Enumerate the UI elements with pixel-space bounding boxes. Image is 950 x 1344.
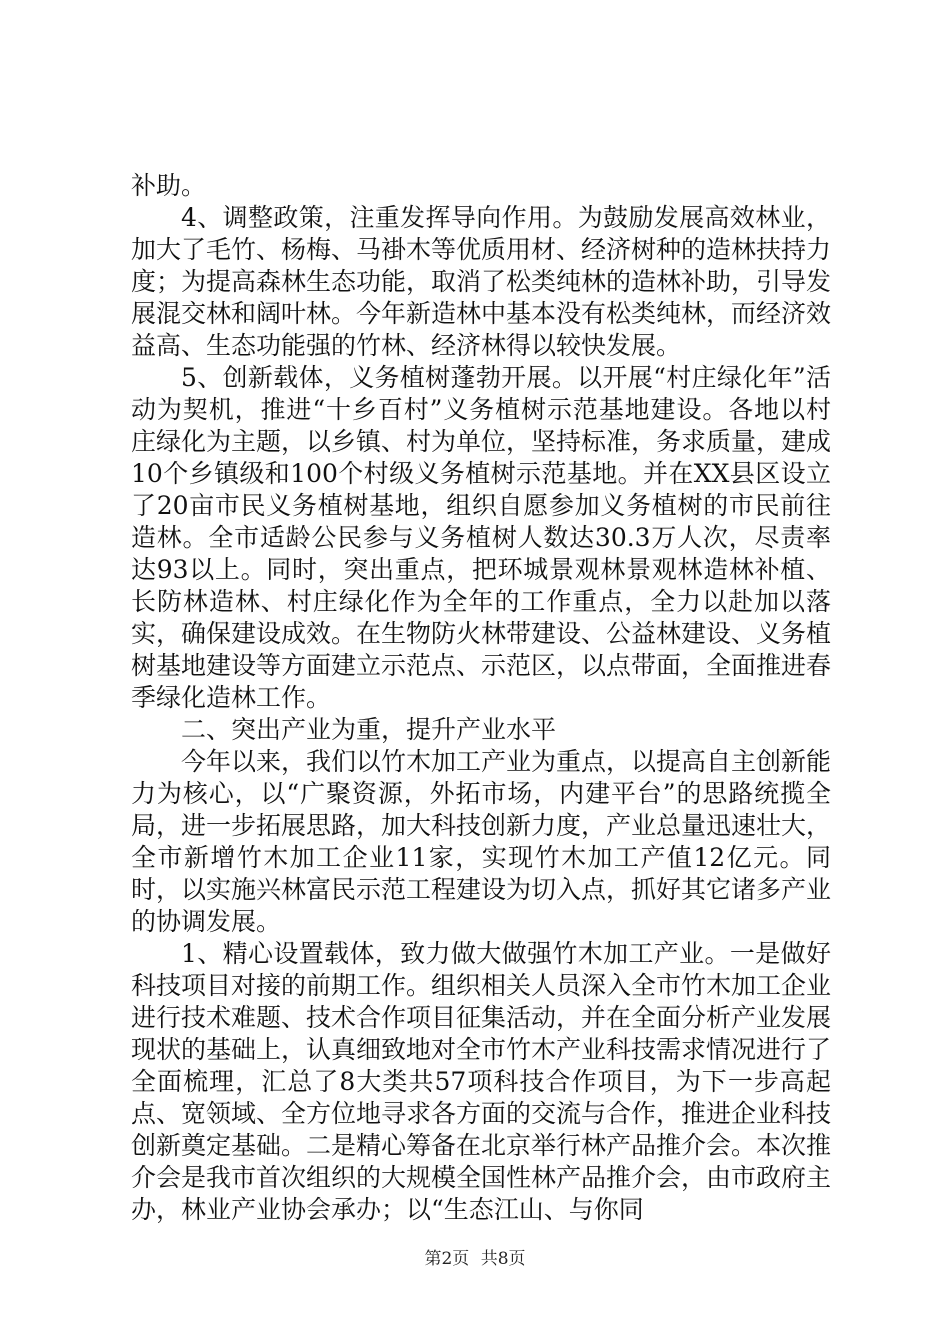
page-total: 共8页	[480, 1249, 526, 1269]
paragraph-5: 今年以来，我们以竹木加工产业为重点，以提高自主创新能力为核心，以“广聚资源，外拓市场，内建平台”的思路统揽全局，进一步拓展思路，加大科技创新力度，产业总量迅速壮大，全市新增竹木加工企业11家，实现竹木加工产值12亿元。同时，以实施兴林富民示范工程建设为切入点，抓好其它诸多产业的协调发展。	[131, 747, 832, 936]
section-heading: 二、突出产业为重，提升产业水平	[181, 715, 557, 744]
paragraph-3: 5、创新载体，义务植树蓬勃开展。以开展“村庄绿化年”活动为契机，推进“十乡百村”义务植树示范基地建设。各地以村庄绿化为主题，以乡镇、村为单位，坚持标准，务求质量，建成10个乡镇级和100个村级义务植树示范基地。并在XX县区设立了20亩市民义务植树基地，组织自愿参加义务植树的市民前往造林。全市适龄公民参与义务植树人数达30.3万人次，尽责率达93以上。同时，突出重点，把环城景观林景观林造林补植、长防林造林、村庄绿化作为全年的工作重点，全力以赴加以落实，确保建设成效。在生物防火林带建设、公益林建设、义务植树基地建设等方面建立示范点、示范区，以点带面，全面推进春季绿化造林工作。	[131, 363, 832, 712]
paragraph-1: 补助。	[131, 171, 207, 200]
page-number: 第2页	[424, 1249, 470, 1269]
paragraph-6: 1、精心设置载体，致力做大做强竹木加工产业。一是做好科技项目对接的前期工作。组织相关人员深入全市竹木加工企业进行技术难题、技术合作项目征集活动，并在全面分析产业发展现状的基础上，认真细致地对全市竹木产业科技需求情况进行了全面梳理，汇总了8大类共57项科技合作项目，为下一步高起点、宽领域、全方位地寻求各方面的交流与合作，推进企业科技创新奠定基础。二是精心筹备在北京举行林产品推介会。本次推介会是我市首次组织的大规模全国性林产品推介会，由市政府主办，林业产业协会承办；以“生态江山、与你同	[131, 939, 832, 1224]
page-footer	[0, 1244, 950, 1269]
paragraph-2: 4、调整政策，注重发挥导向作用。为鼓励发展高效林业，加大了毛竹、杨梅、马褂木等优质用材、经济树种的造林扶持力度；为提高森林生态功能，取消了松类纯林的造林补助，引导发展混交林和阔叶林。今年新造林中基本没有松类纯林，而经济效益高、生态功能强的竹林、经济林得以较快发展。	[131, 203, 832, 360]
document-body	[131, 170, 831, 1226]
